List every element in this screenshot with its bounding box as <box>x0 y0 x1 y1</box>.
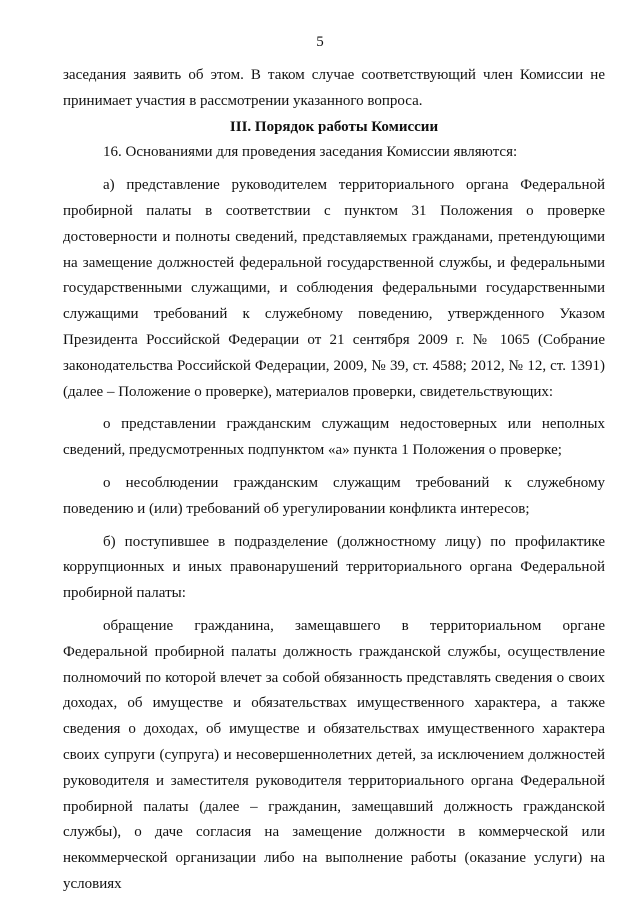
document-body <box>63 63 605 898</box>
paragraph-a-item-2: о несоблюдении гражданским служащим требований к служебному поведению и (или) требований об урегулировании конфликта интересов; <box>63 474 605 517</box>
paragraph-continuation: заседания заявить об этом. В таком случае соответствующий член Комиссии не принимает участия в рассмотрении указанного вопроса. <box>63 67 605 109</box>
section-heading: III. Порядок работы Комиссии <box>229 118 439 135</box>
paragraph-b-item-1: обращение гражданина, замещавшего в территориальном органе Федеральной пробирной палаты должность гражданской службы, осуществление полномочий по которой влечет за собой обязанность представлять сведения о своих доходах, об имуществе и обязательствах имущественного характера, а также сведения о доходах, об имуществе и обязательствах имущественного характера своих супруги (супруга) и несовершеннолетних детей, за исключением должностей руководителя и заместителя руководителя территориального органа Федеральной пробирной палаты (далее – гражданин, замещавший должность гражданской службы), о даче согласия на замещение должности в коммерческой или некоммерческой организации либо на выполнение работы (оказание услуги) на условиях <box>63 617 605 892</box>
paragraph-a: а) представление руководителем территориального органа Федеральной пробирной палаты в соответствии с пунктом 31 Положения о проверке достоверности и полноты сведений, представляемых гражданами, претендующими на замещение должностей федеральной государственной службы, и федеральными государственными служащими, и соблюдения федеральными государственными служащими требований к служебному поведению, утвержденного Указом Президента Российской Федерации от 21 сентября 2009 г. № 1065 (Собрание законодательства Российской Федерации, 2009, № 39, ст. 4588; 2012, № 12, ст. 1391) (далее – Положение о проверке), материалов проверки, свидетельствующих: <box>63 177 605 400</box>
paragraph-16: 16. Основаниями для проведения заседания Комиссии являются: <box>103 144 518 161</box>
spacer <box>63 523 605 530</box>
paragraph-b: б) поступившее в подразделение (должностному лицу) по профилактике коррупционных и иных правонарушений территориального органа Федеральной пробирной палаты: <box>63 533 605 602</box>
spacer <box>63 464 605 471</box>
spacer <box>63 607 605 614</box>
spacer <box>63 166 605 173</box>
spacer <box>63 405 605 412</box>
page-number: 5 <box>316 34 324 50</box>
paragraph-a-item-1: о представлении гражданским служащим недостоверных или неполных сведений, предусмотренных подпунктом «а» пункта 1 Положения о проверке; <box>63 416 605 459</box>
